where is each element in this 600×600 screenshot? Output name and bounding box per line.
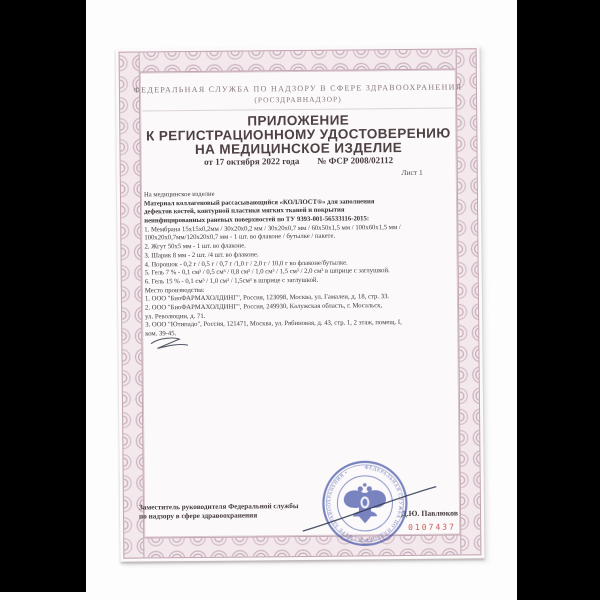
agency-short-name: (РОСЗДРАВНАДЗОР) xyxy=(254,94,342,105)
handwritten-paraph xyxy=(148,336,190,352)
guilloche-border-top xyxy=(119,48,477,72)
title-line-2: К РЕГИСТРАЦИОННОМУ УДОСТОВЕРЕНИЮ xyxy=(145,125,451,144)
production-heading: Место производства: xyxy=(144,286,205,295)
certificate-sheet xyxy=(116,45,485,561)
item-line: 1. Мембрана 15х15х0,2мм / 30х20х0,2 мм / 30х20х0,7 мм / 60х50х1,5 мм / 100х60х1,5 мм / xyxy=(144,223,401,234)
production-line: ком. 39-45. xyxy=(145,330,177,338)
product-line: неинфицированных раневых поверхностей по ТУ 9393-001-56533116-2015: xyxy=(144,215,370,225)
sheet-number: Лист 1 xyxy=(401,167,423,178)
serial-number: 0107437 xyxy=(408,522,456,532)
issue-date: от 17 октября 2022 года xyxy=(204,156,300,167)
product-line: дефектов костей, контурной пластики мягких тканей и покрытия xyxy=(144,206,345,216)
left-black-bar xyxy=(0,0,86,592)
product-line: Материал коллагеновый рассасывающийся «КОЛЛОСТ®» для заполнения xyxy=(144,197,375,208)
registration-number: № ФСР 2008/02112 xyxy=(317,155,394,166)
official-title xyxy=(139,502,299,522)
agency-name: ФЕДЕРАЛЬНАЯ СЛУЖБА ПО НАДЗОРУ В СФЕРЕ ЗДРАВООХРАНЕНИЯ xyxy=(133,82,463,95)
item-line: 100х20х0,7мм/120х20х0,7 мм - 1 шт. во флаконе / бутылке / пакете. xyxy=(144,233,336,242)
header-separator xyxy=(142,108,454,112)
title-line-3: НА МЕДИЦИНСКОЕ ИЗДЕЛИЕ xyxy=(194,140,403,158)
official-title-line-2: по надзору в сфере здравоохранения xyxy=(138,511,258,521)
production-line: 1. ООО "БиоФАРМАХОЛДИНГ", Россия, 123098, Москва, ул. Гамалеи, д. 18, стр. 33. xyxy=(144,293,390,303)
item-line: 3. Шарик 8 мм - 2 шт. /4 шт. во флаконе. xyxy=(144,251,259,260)
product-description xyxy=(144,197,456,226)
item-line: 5. Гель 7 % - 0,1 см³ / 0,5 см³ / 0,8 см³ / 1,0 см³ / 1,5 см³ / 2,0 см³ в шприце с заглушкой. xyxy=(144,267,390,277)
production-line: ул. Революции, д. 71. xyxy=(145,312,206,321)
stamp-ring-text: ФЕДЕРАЛЬНАЯ СЛУЖБА ПО НАДЗОРУ В СФЕРЕ ЗДРАВООХРАНЕНИЯ • xyxy=(327,465,403,541)
guilloche-border-bottom xyxy=(123,534,481,558)
item-line: 6. Гель 15 % - 0,1 см³ / 1,0 см³ / 1,5см³ в шприце с заглушкой. xyxy=(144,276,319,286)
title-line-1: ПРИЛОЖЕНИЕ xyxy=(247,112,350,129)
signature-stroke xyxy=(300,484,440,535)
body-text xyxy=(144,188,457,339)
right-black-bar xyxy=(517,0,600,600)
meta-row xyxy=(117,154,481,167)
configuration-items xyxy=(144,223,457,287)
item-line: 4. Порошок - 0,2 г / 0,5 г / 0,7 г /1,0 г / 2,0 г / 10,0 г во флаконе/бутылке. xyxy=(144,259,348,268)
item-line: 2. Жгут 50х5 мм - 1 шт. во флаконе. xyxy=(144,242,246,251)
production-line: 3. ООО "Ютипадо", Россия, 121471, Москва, ул. Рябиновая, д. 43, стр. 1, 2 этаж, помещ. I, xyxy=(145,319,402,329)
production-line: 2. ООО "БиоФАРМАХОЛДИНГ", Россия, 249930, Калужская область, г. Мосальск, xyxy=(145,302,383,312)
official-name: Д.Ю. Павлюков xyxy=(401,508,459,519)
intro-line: На медицинское изделие xyxy=(143,190,215,199)
official-title-line-1: Заместитель руководителя Федеральной службы xyxy=(138,502,299,512)
production-sites xyxy=(145,293,457,339)
